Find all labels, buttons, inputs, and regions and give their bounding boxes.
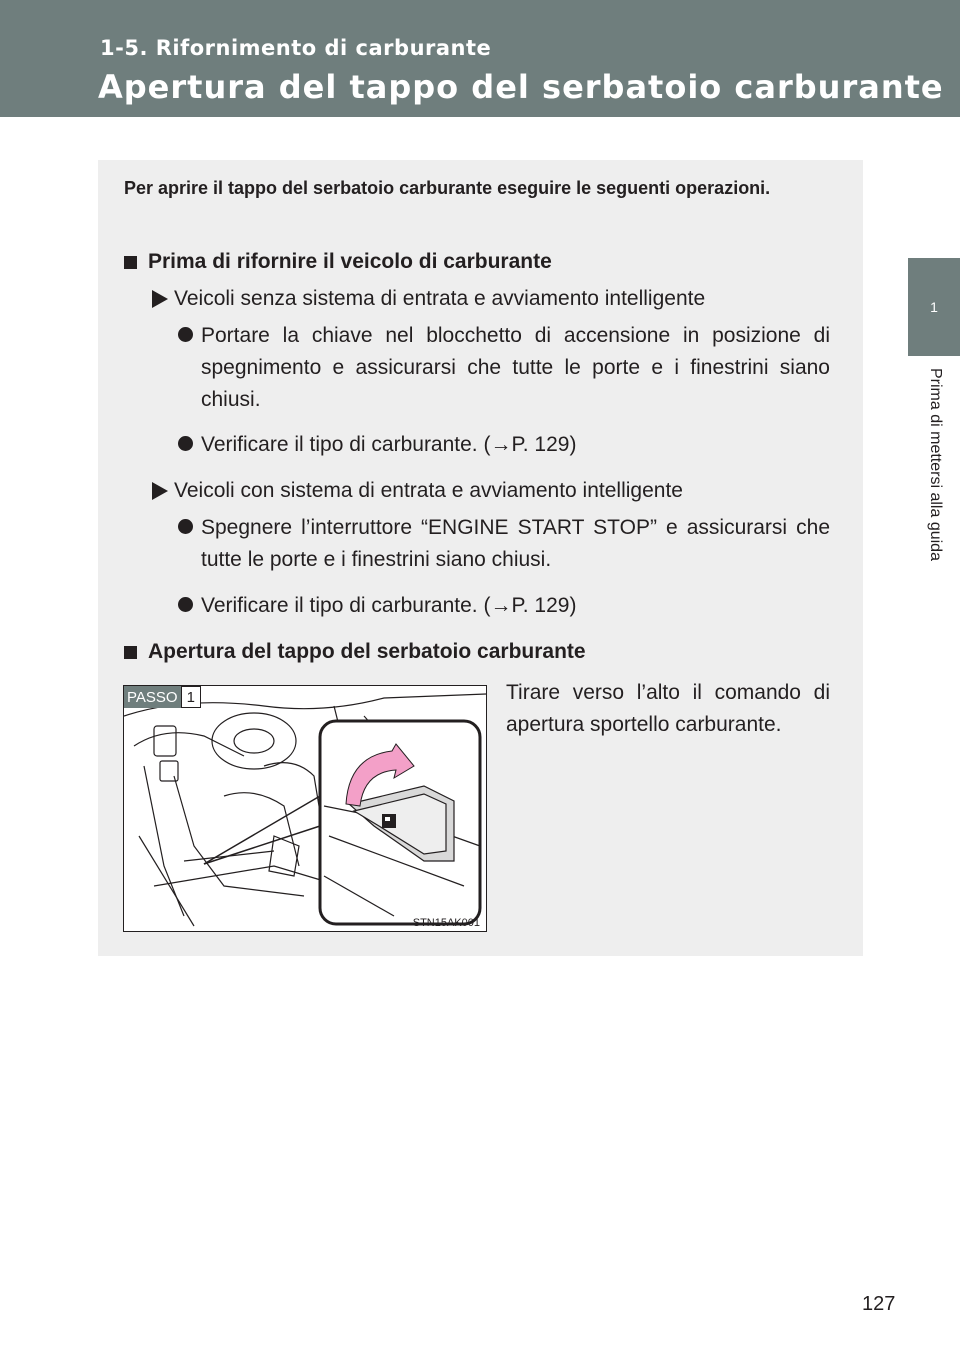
figure-code: STN15AK001: [412, 917, 480, 929]
chapter-number: 1: [930, 299, 938, 315]
triangle-right-icon: [152, 290, 168, 308]
step-label-text: PASSO: [124, 686, 181, 708]
case-label: Veicoli senza sistema di entrata e avviamento intelligente: [174, 287, 706, 310]
case-without-smart-key: [152, 287, 705, 311]
list-item: [178, 320, 830, 416]
bullet-dot-icon: [178, 327, 193, 342]
chapter-title: Prima di mettersi alla guida: [927, 368, 944, 561]
triangle-right-icon: [152, 482, 168, 500]
heading-text: Apertura del tappo del serbatoio carburante: [148, 640, 586, 663]
step-instruction: Tirare verso l’alto il comando di apertura sportello carburante.: [506, 681, 830, 736]
bullet-dot-icon: [178, 597, 193, 612]
bullet-dot-icon: [178, 436, 193, 451]
bullet-dot-icon: [178, 519, 193, 534]
case-label: Veicoli con sistema di entrata e avviamento intelligente: [174, 479, 683, 502]
chapter-tab: [908, 258, 960, 356]
step-number: 1: [181, 686, 201, 708]
intro-text: Per aprire il tappo del serbatoio carburante eseguire le seguenti operazioni.: [124, 178, 771, 198]
list-item-text: Spegnere l’interruttore “ENGINE START STOP” e assicurarsi che tutte le porte e i finestrini siano chiusi.: [201, 516, 830, 571]
page-number: 127: [862, 1293, 896, 1315]
section-heading-open-cap: [124, 640, 586, 664]
step-illustration: [123, 685, 487, 932]
list-item: [178, 429, 830, 461]
list-item: [178, 590, 830, 622]
square-bullet-icon: [124, 256, 137, 269]
square-bullet-icon: [124, 646, 137, 659]
case-with-smart-key: [152, 479, 683, 503]
step-badge: [124, 686, 201, 708]
heading-text: Prima di rifornire il veicolo di carburante: [148, 250, 552, 273]
section-heading-before-refuel: [124, 250, 552, 274]
list-item-text: Portare la chiave nel blocchetto di accensione in posizione di spegnimento e assicurarsi che tutte le porte e i finestrini siano chiusi.: [201, 324, 830, 411]
list-item-text: Verificare il tipo di carburante. (→P. 129): [201, 433, 577, 456]
section-label: 1-5. Rifornimento di carburante: [100, 36, 492, 60]
fuel-door-icon: [382, 814, 396, 828]
page-header: [0, 0, 960, 117]
page-title: Apertura del tappo del serbatoio carburante: [98, 68, 944, 106]
car-interior-illustration: [124, 686, 486, 931]
list-item-text: Verificare il tipo di carburante. (→P. 129): [201, 594, 577, 617]
list-item: [178, 512, 830, 576]
